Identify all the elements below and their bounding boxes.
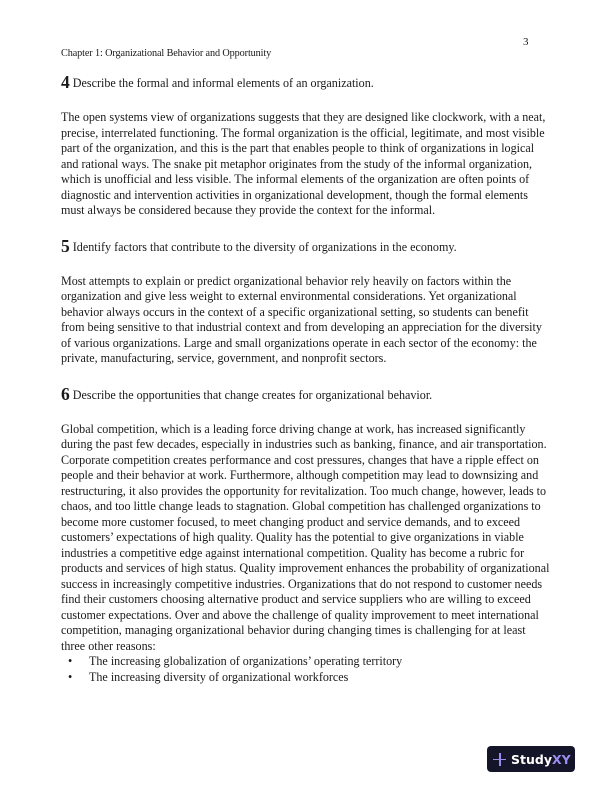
question-heading-6: [61, 383, 551, 404]
studyxy-badge[interactable]: [487, 746, 575, 772]
answer-paragraph-4: The open systems view of organizations suggests that they are designed like clockwork, with a neat, precise, interrelated functioning. The formal organization is the official, legitimate, and most visible part of the organization, and this is the part that enables people to think of organizations in logical and rational ways. The snake pit metaphor originates from the study of the informal organization, which is unofficial and less visible. The informal elements of the organization are often points of diagnostic and intervention activities in organizational development, though the formal elements must always be considered because they provide the context for the informal.: [61, 110, 546, 217]
list-item: [61, 654, 551, 670]
list-item: [61, 670, 551, 686]
question-number: 4: [61, 72, 70, 92]
bullet-icon: •: [68, 669, 73, 684]
question-text: Describe the opportunities that change creates for organizational behavior.: [72, 387, 433, 402]
brand-name-study: Study: [511, 751, 552, 767]
document-body: [61, 74, 551, 685]
question-heading-4: [61, 74, 551, 91]
question-number: 5: [61, 235, 70, 256]
reasons-list: [61, 654, 551, 685]
answer-paragraph-6: Global competition, which is a leading force driving change at work, has increased significantly during the past few decades, especially in industries such as banking, finance, and air transportation. Corporate competition creates performance and cost pressures, changes that have a ripple effect on people and their behavior at work. Furthermore, although competition may lead to downsizing and restructuring, it also provides the opportunity for revitalization. Too much change, however, leads to chaos, and too little change leads to stagnation. Global competition has challenged organizations to become more customer focused, to meet changing product and service demands, and to exceed customers’ expectations of high quality. Quality has the potential to give organizations in viable industries a competitive edge against international competition. Quality has become a rubric for products and services of high status. Quality improvement enhances the probability of organizational success in increasingly competitive industries. Organizations that do not respond to customer needs find their customers choosing alternative product and service suppliers who are willing to exceed customer expectations. Over and above the challenge of quality improvement to meet international competition, managing organizational behavior during changing times is challenging for at least three other reasons:: [61, 421, 550, 653]
list-item-text: The increasing diversity of organizational workforces: [89, 669, 349, 684]
answer-paragraph-5: Most attempts to explain or predict organizational behavior rely heavily on factors within the organization and give less weight to external environmental considerations. Yet organizational behavior always occurs in the context of a specific organizational setting, so students can benefit from being sensitive to that industrial context and from developing an appreciation for the diversity of various organizations. Large and small organizations operate in each sector of the economy: the private, manufacturing, service, government, and nonprofit sectors.: [61, 273, 542, 365]
page-number: 3: [523, 36, 529, 48]
running-header: Chapter 1: Organizational Behavior and Opportunity: [61, 48, 272, 59]
question-number: 6: [61, 383, 70, 404]
bullet-icon: •: [68, 654, 73, 668]
question-text: Describe the formal and informal elements of an organization.: [72, 76, 374, 90]
question-heading-5: [61, 235, 551, 256]
brand-name-xy: XY: [551, 751, 571, 767]
list-item-text: The increasing globalization of organizations’ operating territory: [89, 654, 403, 668]
question-text: Identify factors that contribute to the diversity of organizations in the economy.: [72, 239, 457, 254]
plus-icon: [493, 753, 506, 766]
